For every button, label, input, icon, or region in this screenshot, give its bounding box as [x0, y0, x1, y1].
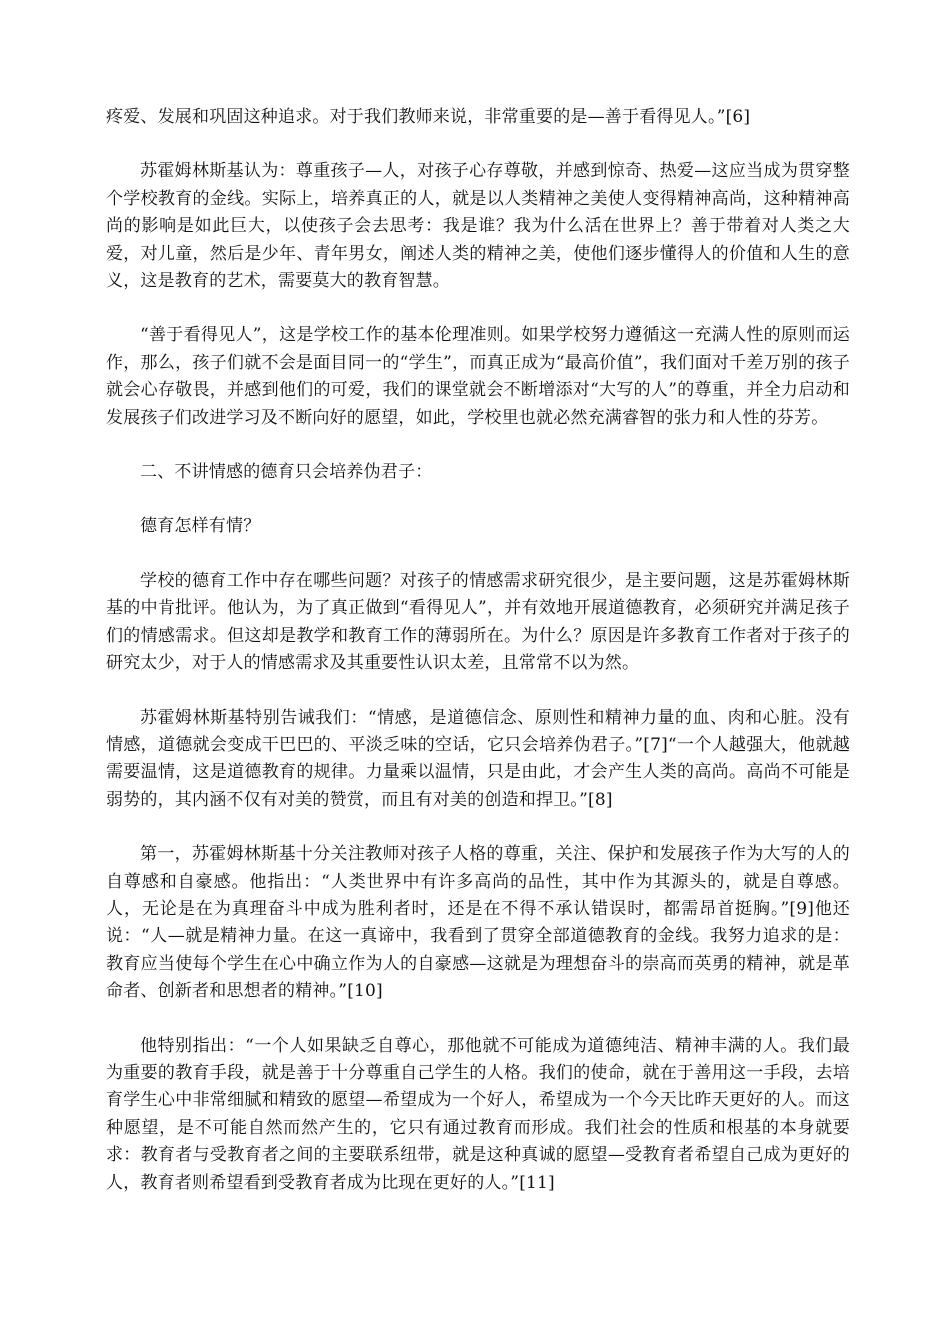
paragraph-ethical-principle: “善于看得见人”，这是学校工作的基本伦理准则。如果学校努力遵循这一充满人性的原则而运作，那么，孩子们就不会是面目同一的“学生”，而真正成为“最高价值”，我们面对千差万别的孩子就会心存敬畏，并感到他们的可爱，我们的课堂就会不断增添对“大写的人”的尊重，并全力启动和发展孩子们改进学习及不断向好的愿望，如此，学校里也就必然充满睿智的张力和人性的芬芳。	[106, 325, 850, 428]
section-heading: 二、不讲情感的德育只会培养伪君子：	[140, 462, 433, 483]
paragraph-first-point: 第一，苏霍姆林斯基十分关注教师对孩子人格的尊重，关注、保护和发展孩子作为大写的人的自尊感和自豪感。他指出：“人类世界中有许多高尚的品性，其中作为其源头的，就是自尊感。人，无论是在为真理奋斗中成为胜利者时，还是在不得不承认错误时，都需昂首挺胸。”[9]他还说：“人—就是精神力量。在这一真谛中，我看到了贯穿全部道德教育的金线。我努力追求的是：教育应当使每个学生在心中确立作为人的自豪感—这就是为理想奋斗的崇高而英勇的精神，就是革命者、创新者和思想者的精神。”[10]	[106, 844, 850, 1002]
subsection-heading: 德育怎样有情？	[140, 516, 261, 537]
paragraph-emotion-quote: 苏霍姆林斯基特别告诫我们：“情感，是道德信念、原则性和精神力量的血、肉和心脏。没有情感，道德就会变成干巴巴的、平淡乏味的空话，它只会培养伪君子。”[7]“一个人越强大，他就越需要温情，这是道德教育的规律。力量乘以温情，只是由此，才会产生人类的高尚。高尚不可能是弱势的，其内涵不仅有对美的赞赏，而且有对美的创造和捍卫。”[8]	[106, 707, 850, 810]
paragraph-continuation: 疼爱、发展和巩固这种追求。对于我们教师来说，非常重要的是—善于看得见人。”[6]	[106, 107, 751, 127]
paragraph-self-respect: 他特别指出：“一个人如果缺乏自尊心，那他就不可能成为道德纯洁、精神丰满的人。我们最为重要的教育手段，就是善于十分尊重自己学生的人格。我们的使命，就在于善用这一手段，去培育学生心中非常细腻和精致的愿望—希望成为一个好人，希望成为一个今天比昨天更好的人。而这种愿望，是不可能自然而然产生的，它只有通过教育而形成。我们社会的性质和根基的本身就要求：教育者与受教育者之间的主要联系纽带，就是这种真诚的愿望—受教育者希望自己成为更好的人，教育者则希望看到受教育者成为比现在更好的人。”[11]	[106, 1035, 850, 1193]
paragraph-moral-education-problems: 学校的德育工作中存在哪些问题？对孩子的情感需求研究很少，是主要问题，这是苏霍姆林斯基的中肯批评。他认为，为了真正做到“看得见人”，并有效地开展道德教育，必须研究并满足孩子们的情感需求。但这却是教学和教育工作的薄弱所在。为什么？原因是许多教育工作者对于孩子的研究太少，对于人的情感需求及其重要性认识太差，且常常不以为然。	[106, 570, 850, 674]
paragraph-respect-child: 苏霍姆林斯基认为：尊重孩子—人，对孩子心存尊敬，并感到惊奇、热爱—这应当成为贯穿整个学校教育的金线。实际上，培养真正的人，就是以人类精神之美使人变得精神高尚，这种精神高尚的影响是如此巨大，以使孩子会去思考：我是谁？我为什么活在世界上？善于带着对人类之大爱，对儿童，然后是少年、青年男女，阐述人类的精神之美，使他们逐步懂得人的价值和人生的意义，这是教育的艺术，需要莫大的教育智慧。	[106, 161, 850, 292]
